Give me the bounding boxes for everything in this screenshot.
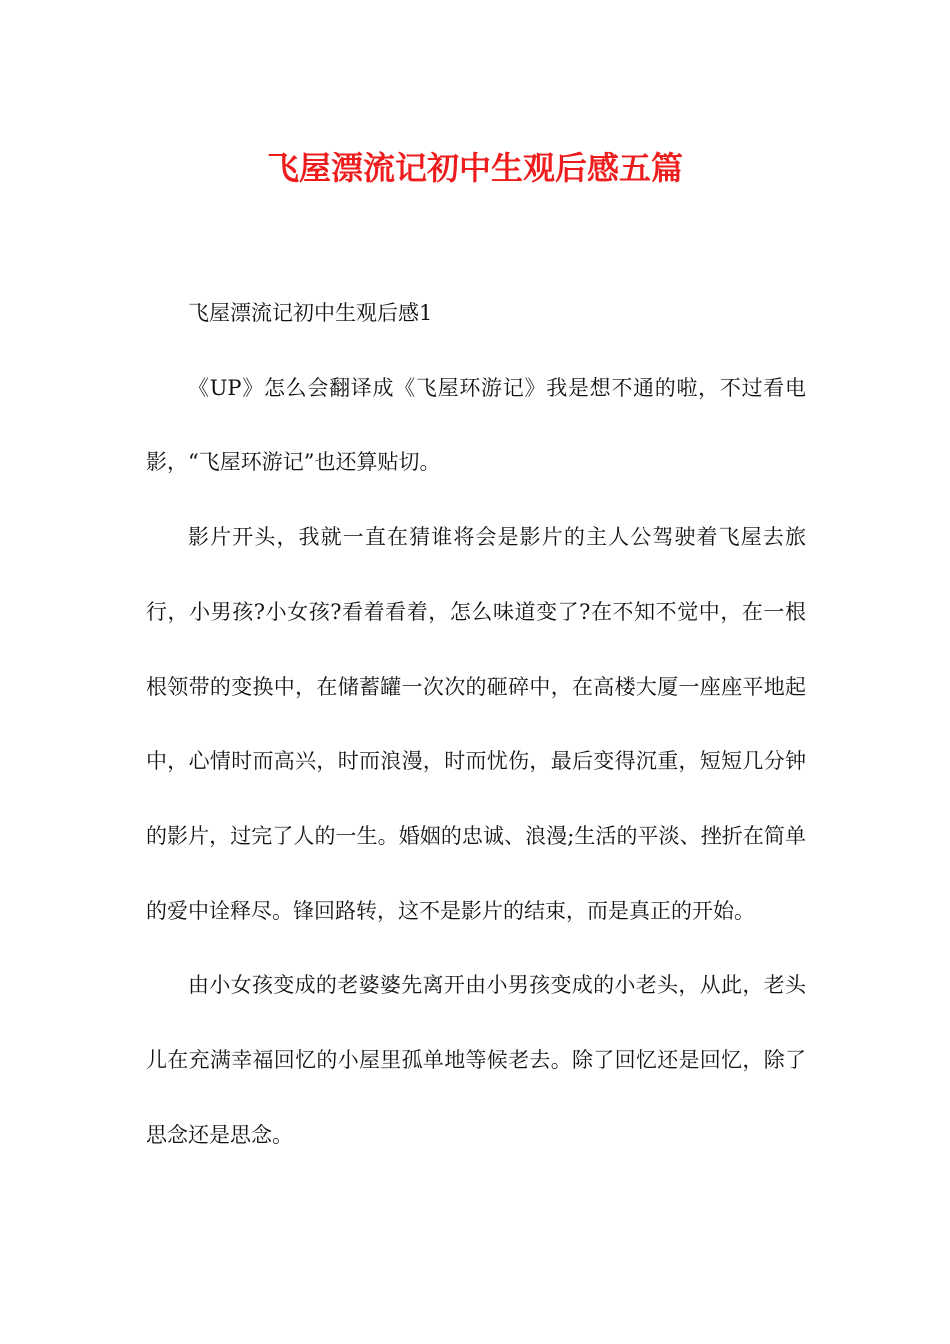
document-title: 飞屋漂流记初中生观后感五篇: [266, 149, 683, 187]
document-body: [146, 276, 806, 1172]
paragraph: 影片开头，我就一直在猜谁将会是影片的主人公驾驶着飞屋去旅行，小男孩?小女孩?看着看着，怎么味道变了?在不知不觉中，在一根根领带的变换中，在储蓄罐一次次的砸碎中，在高楼大厦一座座平地起中，心情时而高兴，时而浪漫，时而忧伤，最后变得沉重，短短几分钟的影片，过完了人的一生。婚姻的忠诚、浪漫;生活的平淡、挫折在简单的爱中诠释尽。锋回路转，这不是影片的结束，而是真正的开始。: [146, 525, 806, 923]
section-heading: 飞屋漂流记初中生观后感1: [188, 301, 433, 325]
paragraph: 《UP》怎么会翻译成《飞屋环游记》我是想不通的啦，不过看电影，“飞屋环游记”也还算贴切。: [146, 375, 806, 475]
paragraph: 由小女孩变成的老婆婆先离开由小男孩变成的小老头，从此，老头儿在充满幸福回忆的小屋里孤单地等候老去。除了回忆还是回忆，除了思念还是思念。: [146, 973, 806, 1147]
